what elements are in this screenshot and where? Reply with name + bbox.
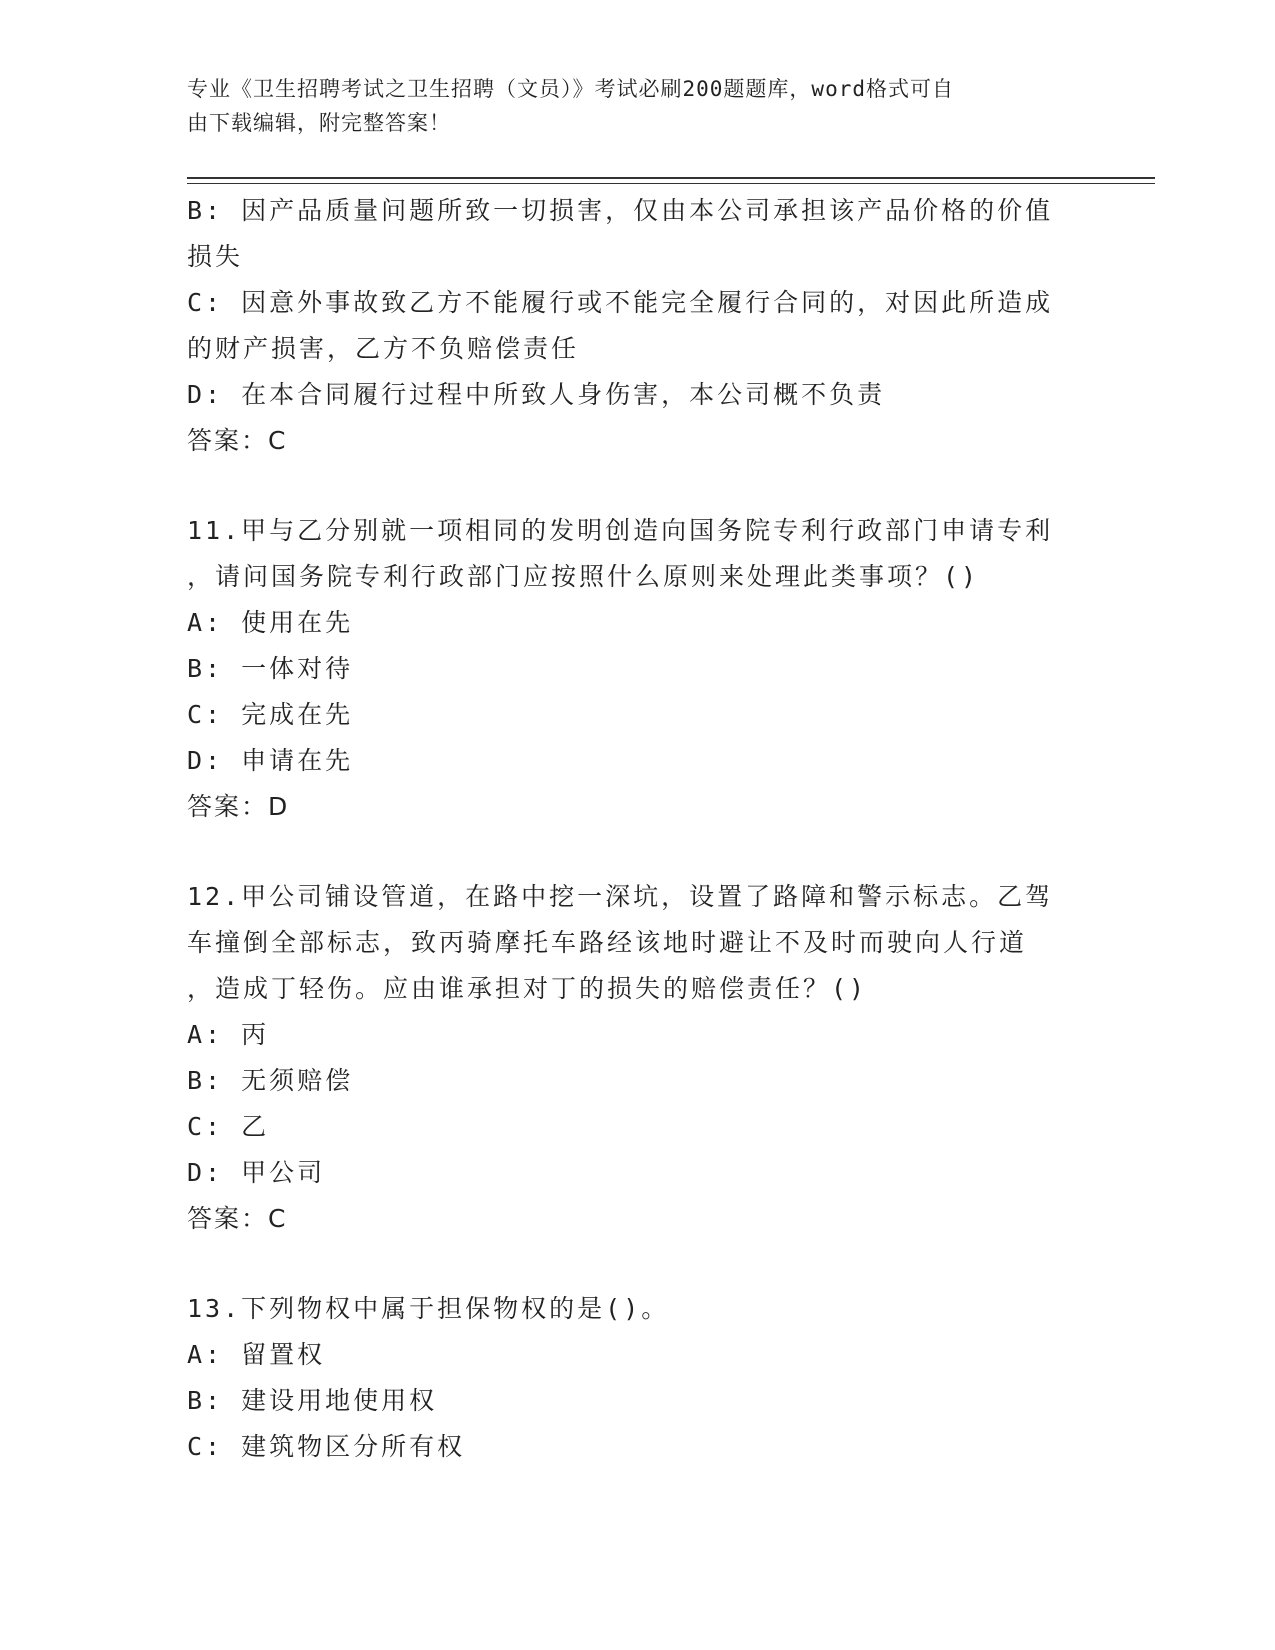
option-b-wrap: 损失 [187, 242, 244, 271]
option-b: B: 一体对待 [187, 654, 354, 683]
option-b: B: 无须赔偿 [187, 1066, 354, 1095]
answer-line: 答案：D [187, 792, 290, 821]
header-line: 专业《卫生招聘考试之卫生招聘（文员）》考试必刷200题题库，word格式可自 [187, 77, 954, 101]
question-spacer [187, 464, 1087, 508]
option-c: C: 乙 [187, 1112, 270, 1141]
answer-line: 答案：C [187, 1204, 288, 1233]
question-stem: ，请问国务院专利行政部门应按照什么原则来处理此类事项？() [187, 562, 980, 591]
option-b: B: 建设用地使用权 [187, 1386, 438, 1415]
option-c: C: 因意外事故致乙方不能履行或不能完全履行合同的，对因此所造成 [187, 288, 1054, 317]
option-c-wrap: 的财产损害，乙方不负赔偿责任 [187, 334, 580, 363]
question-stem: 车撞倒全部标志，致丙骑摩托车路经该地时避让不及时而驶向人行道 [187, 928, 1028, 957]
option-d: D: 在本合同履行过程中所致人身伤害，本公司概不负责 [187, 380, 886, 409]
header-divider-thick [187, 177, 1155, 179]
document-header [187, 72, 1067, 140]
question-stem: 12.甲公司铺设管道，在路中挖一深坑，设置了路障和警示标志。乙驾 [187, 882, 1054, 911]
option-a: A: 留置权 [187, 1340, 326, 1369]
option-a: A: 使用在先 [187, 608, 354, 637]
header-divider-thin [187, 183, 1155, 184]
question-spacer [187, 830, 1087, 874]
option-c: C: 建筑物区分所有权 [187, 1432, 466, 1461]
question-stem: 13.下列物权中属于担保物权的是()。 [187, 1294, 670, 1323]
document-body [187, 188, 1087, 1470]
option-d: D: 申请在先 [187, 746, 354, 775]
question-block-13 [187, 1286, 1087, 1470]
header-line: 由下载编辑，附完整答案！ [187, 111, 451, 135]
question-stem: ，造成丁轻伤。应由谁承担对丁的损失的赔偿责任？() [187, 974, 868, 1003]
question-block-12 [187, 874, 1087, 1242]
question-stem: 11.甲与乙分别就一项相同的发明创造向国务院专利行政部门申请专利 [187, 516, 1054, 545]
question-block-11 [187, 508, 1087, 830]
question-spacer [187, 1242, 1087, 1286]
option-c: C: 完成在先 [187, 700, 354, 729]
option-a: A: 丙 [187, 1020, 270, 1049]
option-d: D: 甲公司 [187, 1158, 326, 1187]
option-b: B: 因产品质量问题所致一切损害，仅由本公司承担该产品价格的价值 [187, 196, 1054, 225]
answer-line: 答案：C [187, 426, 288, 455]
question-block-continued [187, 188, 1087, 464]
